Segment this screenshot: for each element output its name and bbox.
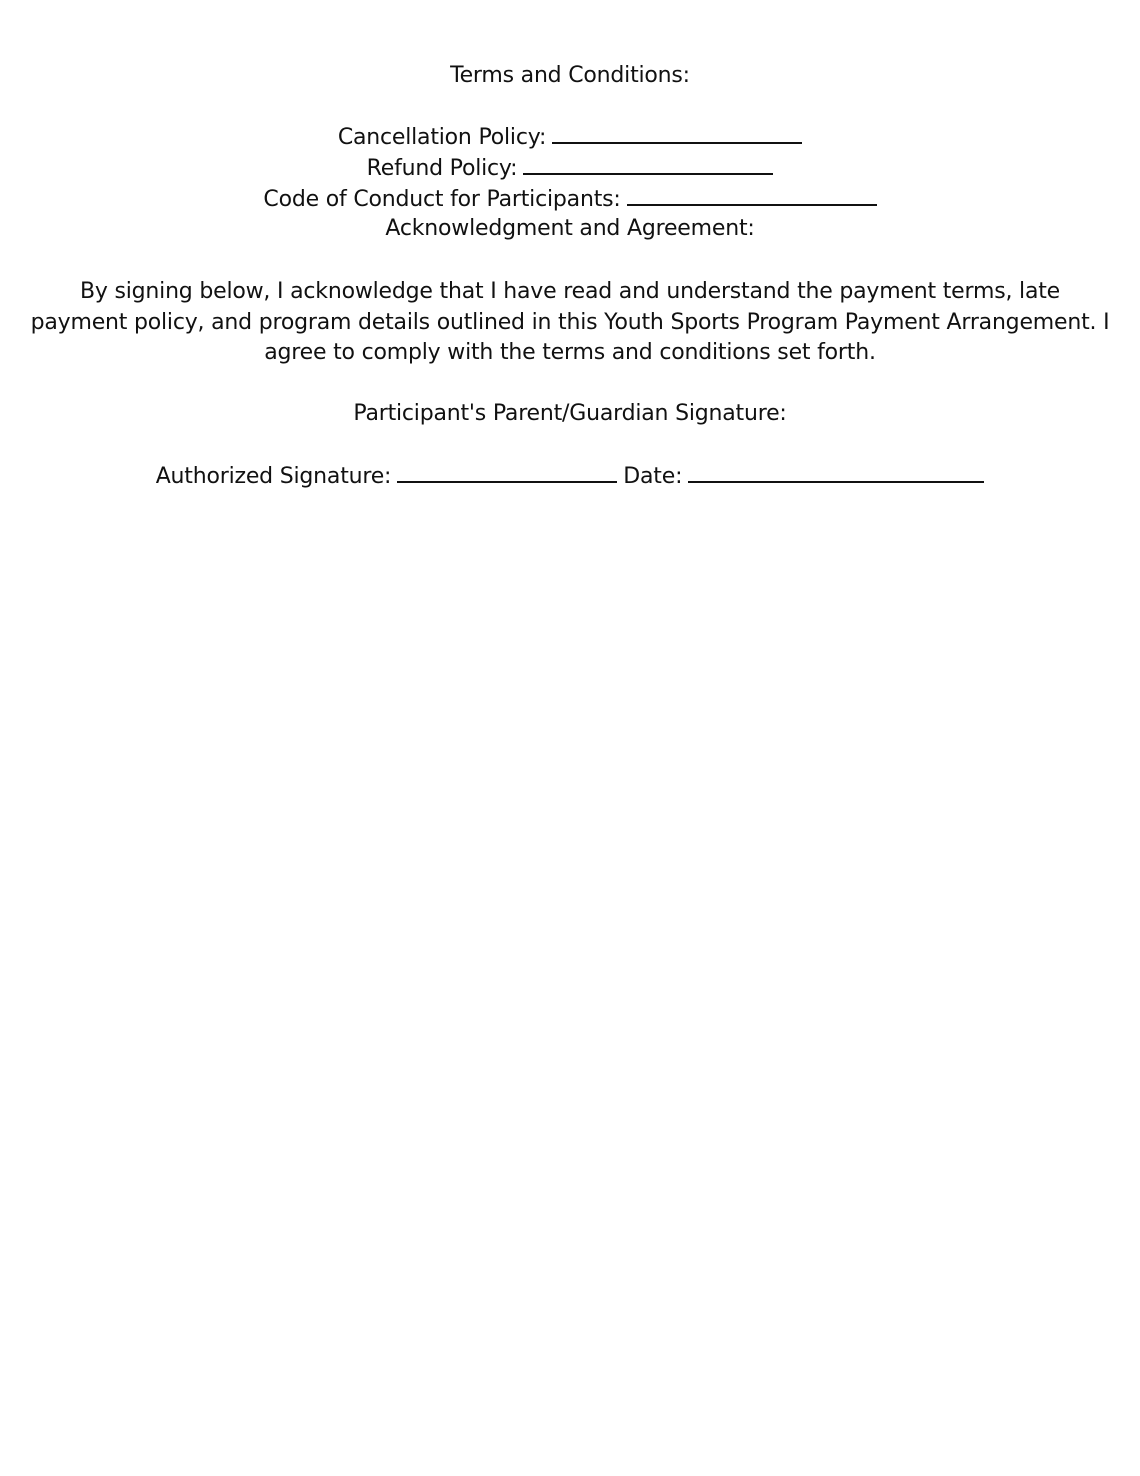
cancellation-policy-label: Cancellation Policy: [337,125,547,150]
terms-heading [0,61,1140,91]
parent-signature-label: Participant's Parent/Guardian Signature: [353,401,787,426]
terms-heading-text: Terms and Conditions: [450,63,690,88]
authorized-signature-blank[interactable] [397,461,617,483]
code-of-conduct-label: Code of Conduct for Participants: [263,187,621,212]
parent-signature-row [0,399,1140,429]
code-of-conduct-blank[interactable] [627,184,877,206]
refund-policy-blank[interactable] [523,153,773,175]
acknowledgment-heading [0,214,1140,244]
cancellation-policy-row [0,122,1140,153]
acknowledgment-paragraph: By signing below, I acknowledge that I have read and understand the payment terms, late payment policy, and program details outlined in this Youth Sports Program Payment Arrangement. I agree to comply with the terms and conditions set forth. [30,279,1110,365]
code-of-conduct-row [0,184,1140,215]
cancellation-policy-blank[interactable] [552,122,802,144]
date-blank[interactable] [688,461,984,483]
date-label: Date: [623,464,683,489]
authorized-signature-row [0,461,1140,492]
acknowledgment-heading-text: Acknowledgment and Agreement: [385,216,755,241]
refund-policy-label: Refund Policy: [366,156,518,181]
refund-policy-row [0,153,1140,184]
authorized-signature-label: Authorized Signature: [155,464,392,489]
